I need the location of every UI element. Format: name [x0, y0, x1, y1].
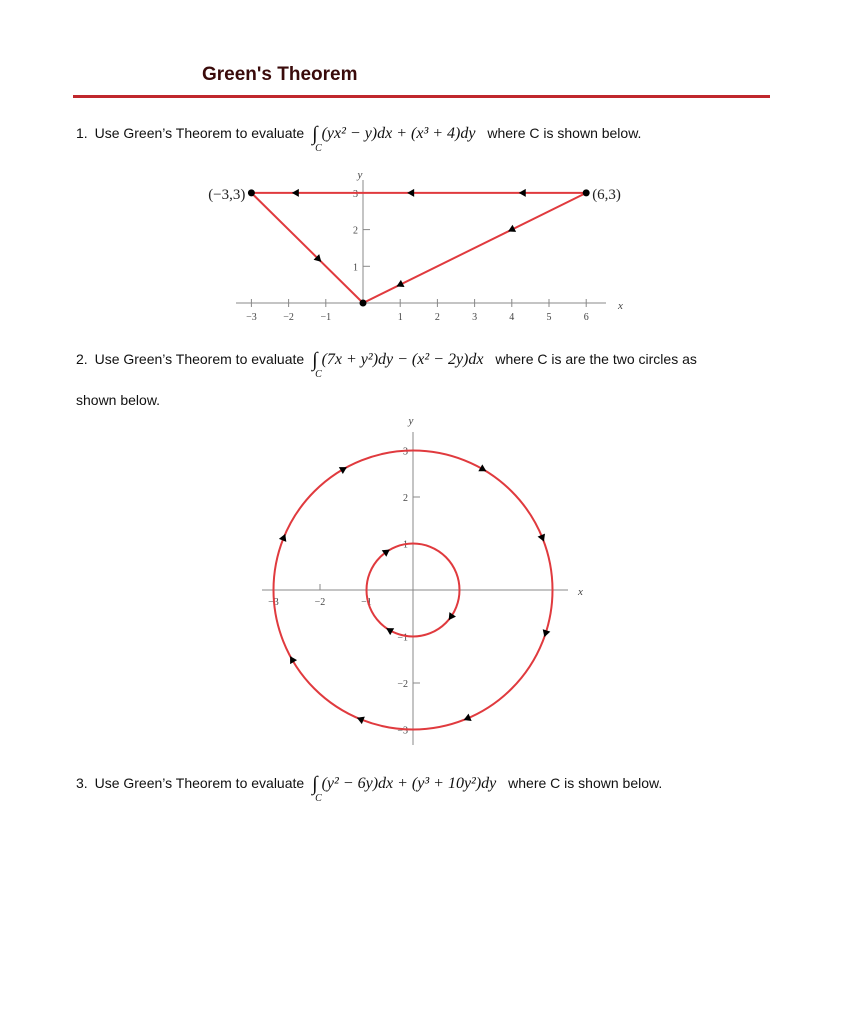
y-tick-label: 1 [403, 539, 408, 551]
x-tick-label: −3 [268, 597, 279, 608]
y-tick-label: 1 [353, 262, 358, 274]
x-axis-label: x [618, 300, 623, 312]
x-tick-label: 6 [583, 312, 589, 323]
vertex-point [583, 189, 590, 196]
x-tick-label: 5 [546, 312, 552, 323]
x-tick-label: 4 [509, 312, 515, 323]
x-tick-label: 2 [434, 312, 440, 323]
origin-point [360, 300, 367, 307]
vertex-label: (−3,3) [208, 186, 246, 203]
problem-prefix: Use Green’s Theorem to evaluate [94, 775, 305, 791]
y-axis-label-2: y [408, 415, 414, 427]
y-tick-label: 2 [403, 493, 408, 504]
problem-prefix: Use Green’s Theorem to evaluate [94, 125, 305, 141]
x-tick-label: −1 [361, 597, 372, 608]
vertex-point [248, 189, 255, 196]
direction-arrow [407, 189, 414, 197]
integrand: (y² − 6y)dx + (y³ + 10y²)dy [321, 775, 497, 792]
x-axis-label-2: x [578, 586, 583, 598]
curve-c [251, 193, 586, 303]
problem-suffix: where C is are the two circles as [495, 351, 697, 367]
contour-label: C [315, 143, 322, 154]
integral-sign: ∫ [312, 123, 318, 145]
integrand: (7x + y²)dy − (x² − 2y)dx [321, 351, 484, 368]
integrand: (yx² − y)dx + (x³ + 4)dy [321, 125, 476, 142]
page-title: Green's Theorem [202, 64, 358, 85]
y-tick-label: 2 [353, 225, 358, 237]
problem-suffix: where C is shown below. [508, 775, 663, 791]
x-tick-label: 1 [397, 312, 403, 323]
x-tick-label: −1 [320, 312, 332, 323]
contour-label: C [315, 793, 322, 804]
y-tick-label: 3 [403, 446, 408, 458]
integral-sign: ∫ [312, 773, 318, 795]
x-tick-label: 3 [472, 312, 478, 323]
problem-number: 3. [76, 775, 88, 791]
y-axis-label: y [357, 169, 363, 181]
problem-suffix: where C is shown below. [487, 125, 642, 141]
y-tick-label: −3 [397, 725, 408, 737]
direction-arrow [292, 189, 299, 197]
x-tick-label: −3 [246, 312, 257, 323]
x-tick-label: −2 [314, 597, 326, 608]
problem-number: 2. [76, 351, 88, 367]
integral-sign: ∫ [312, 349, 318, 371]
vertex-label: (6,3) [592, 186, 621, 203]
problem-2-continued: shown below. [76, 392, 161, 408]
direction-arrow [519, 189, 526, 197]
problem-prefix: Use Green’s Theorem to evaluate [94, 351, 305, 367]
contour-label: C [315, 369, 322, 380]
y-tick-label: 3 [353, 188, 358, 200]
y-tick-label: −1 [397, 632, 408, 644]
x-tick-label: −2 [283, 312, 294, 323]
problem-number: 1. [76, 125, 88, 141]
y-tick-label: −2 [397, 679, 408, 690]
